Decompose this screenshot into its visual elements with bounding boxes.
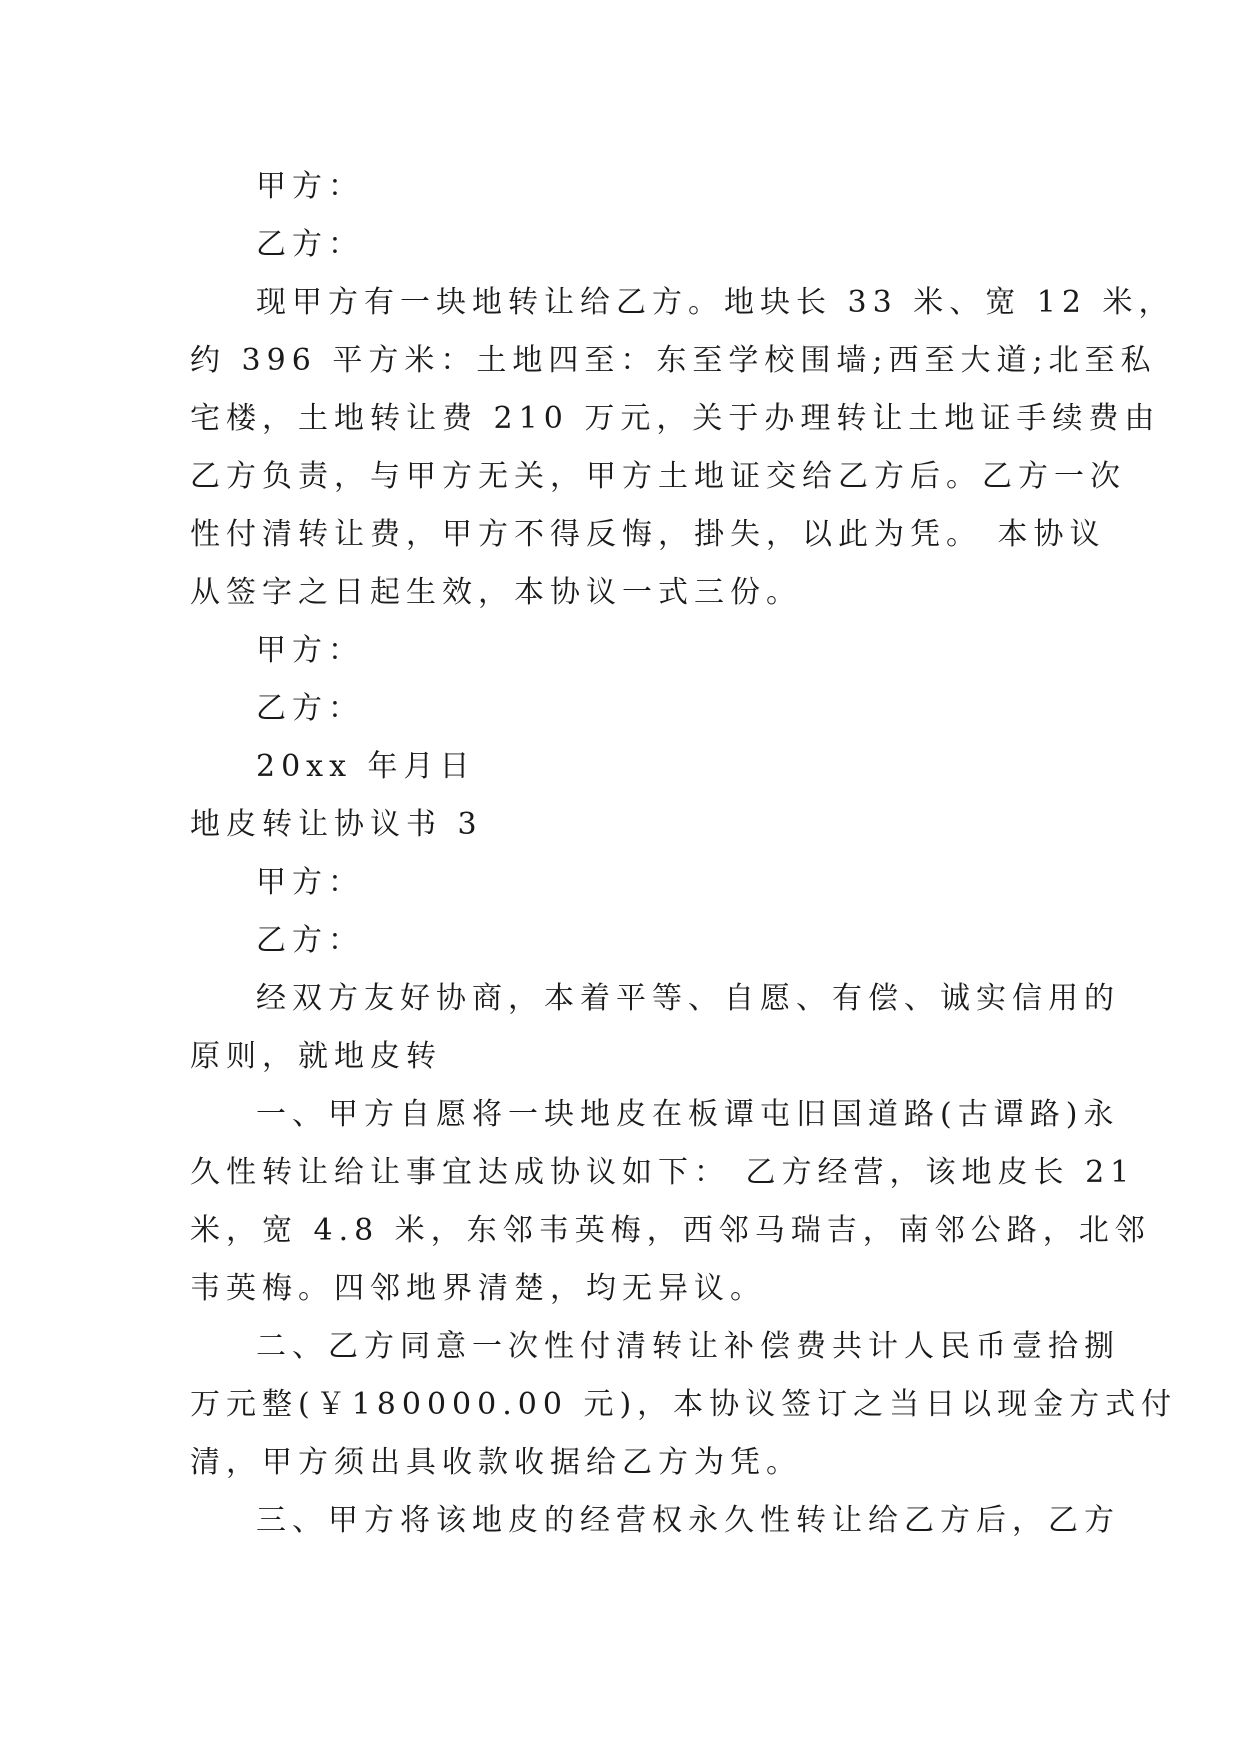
text-line: 20xx 年月日 <box>256 749 476 784</box>
text-line: 性付清转让费，甲方不得反悔，掛失，以此为凭。 本协议 <box>190 517 1106 552</box>
text-line: 米，宽 4.8 米，东邻韦英梅，西邻马瑞吉，南邻公路，北邻 <box>190 1213 1151 1248</box>
text-line: 清，甲方须出具收款收据给乙方为凭。 <box>190 1445 802 1480</box>
text-line: 地皮转让协议书 3 <box>190 807 483 842</box>
text-line: 乙方： <box>256 227 364 262</box>
text-line: 现甲方有一块地转让给乙方。地块长 33 米、宽 12 米， <box>256 285 1175 320</box>
text-line: 乙方： <box>256 923 364 958</box>
text-line: 原则，就地皮转 <box>190 1039 442 1074</box>
text-line: 三、甲方将该地皮的经营权永久性转让给乙方后，乙方 <box>256 1503 1120 1538</box>
text-line: 宅楼，土地转让费 210 万元，关于办理转让土地证手续费由 <box>190 401 1161 436</box>
text-line: 一、甲方自愿将一块地皮在板谭屯旧国道路(古谭路)永 <box>256 1097 1120 1132</box>
text-line: 乙方： <box>256 691 364 726</box>
text-line: 万元整(￥180000.00 元)，本协议签订之当日以现金方式付 <box>190 1387 1178 1422</box>
text-line: 甲方： <box>256 169 364 204</box>
document-page <box>190 158 1178 1550</box>
text-line: 久性转让给让事宜达成协议如下： 乙方经营，该地皮长 21 <box>190 1155 1136 1190</box>
text-line: 经双方友好协商，本着平等、自愿、有偿、诚实信用的 <box>256 981 1120 1016</box>
text-line: 从签字之日起生效，本协议一式三份。 <box>190 575 802 610</box>
text-line: 约 396 平方米：土地四至：东至学校围墙;西至大道;北至私 <box>190 343 1157 378</box>
text-line: 甲方： <box>256 865 364 900</box>
text-line: 乙方负责，与甲方无关，甲方土地证交给乙方后。乙方一次 <box>190 459 1126 494</box>
text-line: 二、乙方同意一次性付清转让补偿费共计人民币壹拾捌 <box>256 1329 1120 1364</box>
text-line: 韦英梅。四邻地界清楚，均无异议。 <box>190 1271 766 1306</box>
text-line: 甲方： <box>256 633 364 668</box>
